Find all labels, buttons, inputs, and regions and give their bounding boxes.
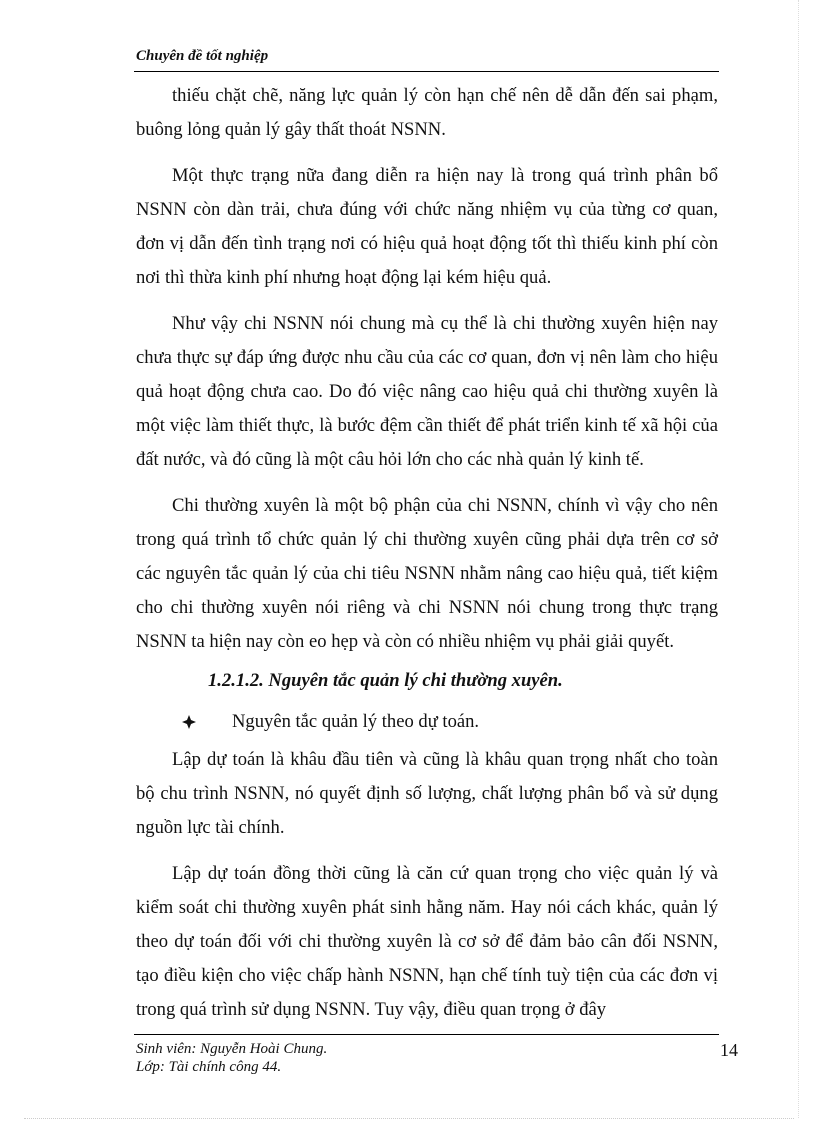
page-body xyxy=(136,79,718,1027)
paragraph: Chi thường xuyên là một bộ phận của chi NSNN, chính vì vậy cho nên trong quá trình tổ chức quản lý chi thường xuyên cũng phải dựa trên cơ sở các nguyên tắc quản lý của chi tiêu NSNN nhằm nâng cao hiệu quả, tiết kiệm cho chi thường xuyên nói riêng và chi NSNN nói chung trong thực trạng NSNN ta hiện nay còn eo hẹp và còn có nhiều nhiệm vụ phải giải quyết. xyxy=(136,495,718,652)
diamond-bullet-icon xyxy=(182,715,196,729)
paragraph: thiếu chặt chẽ, năng lực quản lý còn hạn chế nên dễ dẫn đến sai phạm, buông lỏng quản lý gây thất thoát NSNN. xyxy=(136,85,718,140)
page-number: 14 xyxy=(720,1040,738,1060)
footer xyxy=(136,1040,327,1076)
bullet-item xyxy=(136,701,718,743)
section-heading: 1.2.1.2. Nguyên tắc quản lý chi thường xuyên. xyxy=(208,670,563,691)
paragraph: Như vậy chi NSNN nói chung mà cụ thể là chi thường xuyên hiện nay chưa thực sự đáp ứng được nhu cầu của các cơ quan, đơn vị nên làm cho hiệu quả hoạt động chưa cao. Do đó việc nâng cao hiệu quả chi thường xuyên là một việc làm thiết thực, là bước đệm cần thiết để phát triển kinh tế xã hội của đất nước, và đó cũng là một câu hỏi lớn cho các nhà quản lý kinh tế. xyxy=(136,313,718,470)
running-header: Chuyên đề tốt nghiệp xyxy=(136,48,269,64)
page-edge-bottom xyxy=(24,1118,794,1119)
header-rule xyxy=(134,71,719,72)
page-edge-right xyxy=(798,0,799,1118)
bullet-text: Nguyên tắc quản lý theo dự toán. xyxy=(232,711,480,732)
footer-student: Sinh viên: Nguyễn Hoài Chung. xyxy=(136,1041,328,1057)
paragraph: Lập dự toán là khâu đầu tiên và cũng là khâu quan trọng nhất cho toàn bộ chu trình NSNN, nó quyết định số lượng, chất lượng phân bổ và sử dụng nguồn lực tài chính. xyxy=(136,749,718,838)
paragraph: Lập dự toán đồng thời cũng là căn cứ quan trọng cho việc quản lý và kiểm soát chi thường xuyên phát sinh hằng năm. Hay nói cách khác, quản lý theo dự toán đối với chi thường xuyên là cơ sở để đảm bảo cân đối NSNN, tạo điều kiện cho việc chấp hành NSNN, hạn chế tính tuỳ tiện của các đơn vị trong quá trình sử dụng NSNN. Tuy vậy, điều quan trọng ở đây xyxy=(136,863,718,1020)
paragraph: Một thực trạng nữa đang diễn ra hiện nay là trong quá trình phân bổ NSNN còn dàn trải, chưa đúng với chức năng nhiệm vụ của từng cơ quan, đơn vị dẫn đến tình trạng nơi có hiệu quả hoạt động tốt thì thiếu kinh phí còn nơi thì thừa kinh phí nhưng hoạt động lại kém hiệu quả. xyxy=(136,165,718,288)
footer-class: Lớp: Tài chính công 44. xyxy=(136,1059,282,1075)
footer-rule xyxy=(134,1034,719,1035)
